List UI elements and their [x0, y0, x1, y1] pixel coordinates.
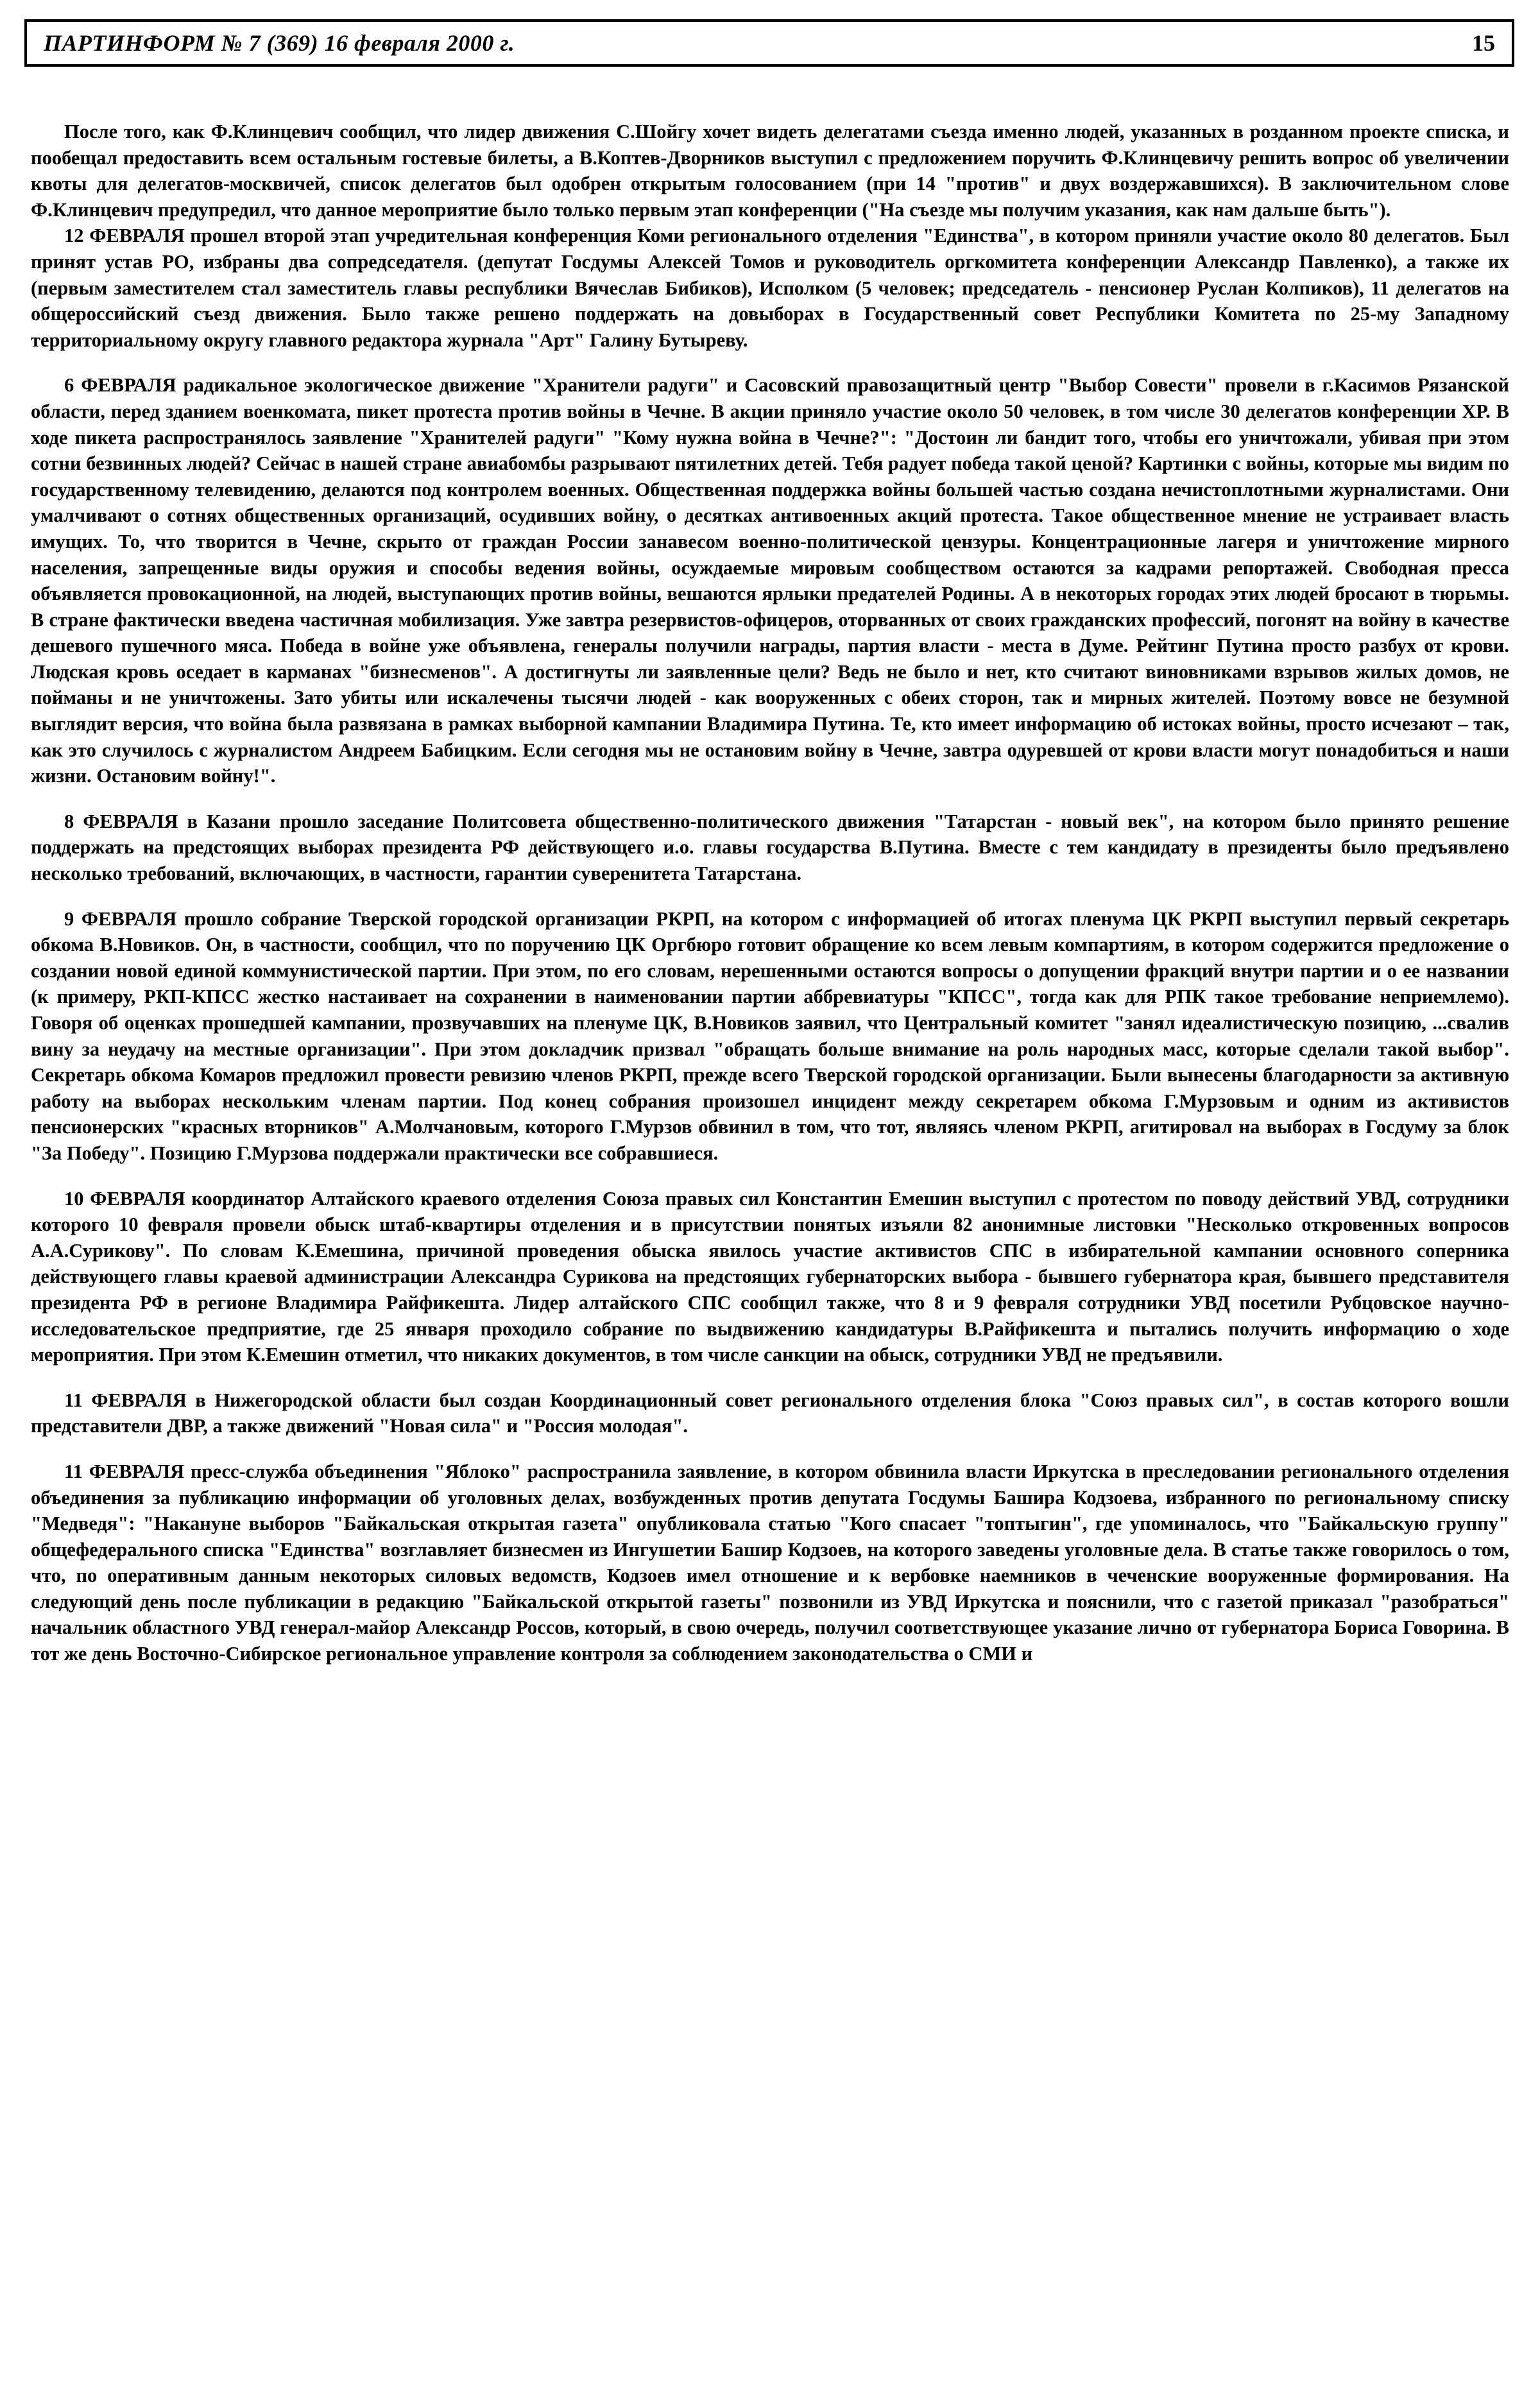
- paragraph: 10 ФЕВРАЛЯ координатор Алтайского краевого отделения Союза правых сил Константин Емешин выступил с протестом по поводу действий УВД, сотрудники которого 10 февраля провели обыск штаб-квартиры отделения и в присутствии понятых изъяли 82 анонимные листовки "Несколько откровенных вопросов А.А.Сурикову". По словам К.Емешина, причиной проведения обыска явилось участие активистов СПС в избирательной кампании основного соперника действующего главы краевой администрации Александра Сурикова на предстоящих губернаторских выбора - бывшего губернатора края, бывшего представителя президента РФ в регионе Владимира Райфикешта. Лидер алтайского СПС сообщил также, что 8 и 9 февраля сотрудники УВД посетили Рубцовское научно-исследовательское предприятие, где 25 января проходило собрание по выдвижению кандидатуры В.Райфикешта и пытались получить информацию о ходе мероприятия. При этом К.Емешин отметил, что никаких документов, в том числе санкции на обыск, сотрудники УВД не предъявили.: [31, 1187, 1509, 1366]
- paragraph: 9 ФЕВРАЛЯ прошло собрание Тверской городской организации РКРП, на котором с информацией об итогах пленума ЦК РКРП выступил первый секретарь обкома В.Новиков. Он, в частности, сообщил, что по поручению ЦК Оргбюро готовит обращение ко всем левым компартиям, в котором содержится предложение о создании новой единой коммунистической партии. При этом, по его словам, нерешенными остаются вопросы о допущении фракций внутри партии и о ее названии (к примеру, РКП-КПСС жестко настаивает на сохранении в наименовании партии аббревиатуры "КПСС", тогда как для РПК такое требование неприемлемо). Говоря об оценках прошедшей кампании, прозвучавших на пленуме ЦК, В.Новиков заявил, что Центральный комитет "занял идеалистическую позицию, ...свалив вину за неудачу на местные организации". При этом докладчик призвал "обращать больше внимание на роль народных масс, которые сделали такой выбор". Секретарь обкома Комаров предложил провести ревизию членов РКРП, прежде всего Тверской городской организации. Были вынесены благодарности за активную работу на выборах нескольким членам партии. Под конец собрания произошел инцидент между секретарем обкома Г.Мурзовым и одним из активистов пенсионерских "красных вторников" А.Молчановым, которого Г.Мурзов обвинил в том, что тот, являясь членом РКРП, агитировал на выборах в Госдуму за блок "За Победу". Позицию Г.Мурзова поддержали практически все собравшиеся.: [31, 907, 1509, 1164]
- paragraph: 12 ФЕВРАЛЯ прошел второй этап учредительная конференция Коми регионального отделения "Единства", в котором приняли участие около 80 делегатов. Был принят устав РО, избраны два сопредседателя. (депутат Госдумы Алексей Томов и руководитель оргкомитета конференции Александр Павленко), а также их (первым заместителем стал заместитель главы республики Вячеслав Бибиков), Исполком (5 человек; председатель - пенсионер Руслан Колпиков), 11 делегатов на общероссийский съезд движения. Было также решено поддержать на довыборах в Государственный совет Республики Комитета по 25-му Западному территориальному округу главного редактора журнала "Арт" Галину Бутыреву.: [31, 225, 1509, 351]
- article-body: [31, 119, 1509, 1667]
- paragraph-spacer: [31, 353, 1509, 372]
- paragraph: После того, как Ф.Клинцевич сообщил, что лидер движения С.Шойгу хочет видеть делегатами съезда именно людей, указанных в розданном проекте списка, и пообещал предоставить всем остальным гостевые билеты, а В.Коптев-Дворников выступил с предложением поручить Ф.Клинцевичу решить вопрос об увеличении квоты для делегатов-москвичей, список делегатов был одобрен открытым голосованием (при 14 "против" и двух воздержавшихся). В заключительном слове Ф.Клинцевич предупредил, что данное мероприятие было только первым этап конференции ("На съезде мы получим указания, как нам дальше быть").: [31, 121, 1509, 221]
- publication-title: ПАРТИНФОРМ № 7 (369) 16 февраля 2000 г.: [44, 30, 515, 56]
- paragraph: 11 ФЕВРАЛЯ пресс-служба объединения "Яблоко" распространила заявление, в котором обвинила власти Иркутска в преследовании регионального отделения объединения за публикацию информации об уголовных делах, возбужденных против депутата Госдумы Башира Кодзоева, избранного по региональному списку "Медведя": "Накануне выборов "Байкальская открытая газета" опубликовала статью "Кого спасает "топтыгин", где упоминалось, что "Байкальскую группу" общефедерального списка "Единства" возглавляет бизнесмен из Ингушетии Башир Кодзоев, на которого заведены уголовные дела. В статье также говорилось о том, что, по оперативным данным некоторых силовых ведомств, Кодзоев имел отношение и к вербовке наемников в чеченские вооруженные формирования. На следующий день после публикации в редакцию "Байкальской открытой газеты" позвонили из УВД Иркутска и пояснили, что с газетой приказал "разобраться" начальник областного УВД генерал-майор Александр Россов, который, в свою очередь, получил соответствующее указание лично от губернатора Бориса Говорина. В тот же день Восточно-Сибирское региональное управление контроля за соблюдением законодательства о СМИ и: [31, 1460, 1509, 1665]
- paragraph-spacer: [31, 1439, 1509, 1459]
- paragraph-spacer: [31, 887, 1509, 906]
- paragraph: 8 ФЕВРАЛЯ в Казани прошло заседание Политсовета общественно-политического движения "Татарстан - новый век", на котором было принято решение поддержать на предстоящих выборах президента РФ действующего и.о. главы государства В.Путина. Вместе с тем кандидату в президенты было предъявлено несколько требований, включающих, в частности, гарантии суверенитета Татарстана.: [31, 810, 1509, 885]
- page-number: 15: [1472, 30, 1495, 56]
- page-header: [24, 19, 1514, 67]
- paragraph: 11 ФЕВРАЛЯ в Нижегородской области был создан Координационный совет регионального отделения блока "Союз правых сил", в состав которого вошли представители ДВР, а также движений "Новая сила" и "Россия молодая".: [31, 1389, 1509, 1437]
- paragraph-spacer: [31, 1368, 1509, 1387]
- paragraph-spacer: [31, 789, 1509, 809]
- paragraph: 6 ФЕВРАЛЯ радикальное экологическое движение "Хранители радуги" и Сасовский правозащитный центр "Выбор Совести" провели в г.Касимов Рязанской области, перед зданием военкомата, пикет протеста против войны в Чечне. В акции приняло участие около 50 человек, в том числе 30 делегатов конференции ХР. В ходе пикета распространялось заявление "Хранителей радуги" "Кому нужна война в Чечне?": "Достоин ли бандит того, чтобы его уничтожали, убивая при этом сотни безвинных людей? Сейчас в нашей стране авиабомбы разрывают пятилетних детей. Тебя радует победа такой ценой? Картинки с войны, которые мы видим по государственному телевидению, делаются под контролем военных. Общественная поддержка войны большей частью создана нечистоплотными журналистами. Они умалчивают о сотнях общественных организаций, осудивших войну, о десятках антивоенных акций протеста. Такое общественное мнение не устраивает власть имущих. То, что творится в Чечне, скрыто от граждан России занавесом военно-политической цензуры. Концентрационные лагеря и уничтожение мирного населения, запрещенные виды оружия и способы ведения войны, осуждаемые мировым сообществом остаются за кадрами репортажей. Свободная пресса объявляется провокационной, на людей, выступающих против войны, вешаются ярлыки предателей Родины. А в некоторых городах этих людей бросают в тюрьмы. В стране фактически введена частичная мобилизация. Уже завтра резервистов-офицеров, оторванных от своих гражданских профессий, погонят на войну в качестве дешевого пушечного мяса. Победа в войне уже объявлена, генералы получили награды, партия власти - места в Думе. Рейтинг Путина просто разбух от крови. Людская кровь оседает в карманах "бизнесменов". А достигнуты ли заявленные цели? Ведь не было и нет, кто считают виновниками взрывов жилых домов, не пойманы и не уничтожены. Зато убиты или искалечены тысячи людей - как вооруженных с обеих сторон, так и мирных жителей. Поэтому вовсе не безумной выглядит версия, что война была развязана в рамках выборной кампании Владимира Путина. Те, кто имеет информацию об истоках войны, просто исчезают – так, как это случилось с журналистом Андреем Бабицким. Если сегодня мы не остановим войну в Чечне, завтра одуревшей от крови власти могут понадобиться и наши жизни. Остановим войну!".: [31, 374, 1509, 787]
- paragraph-spacer: [31, 1167, 1509, 1186]
